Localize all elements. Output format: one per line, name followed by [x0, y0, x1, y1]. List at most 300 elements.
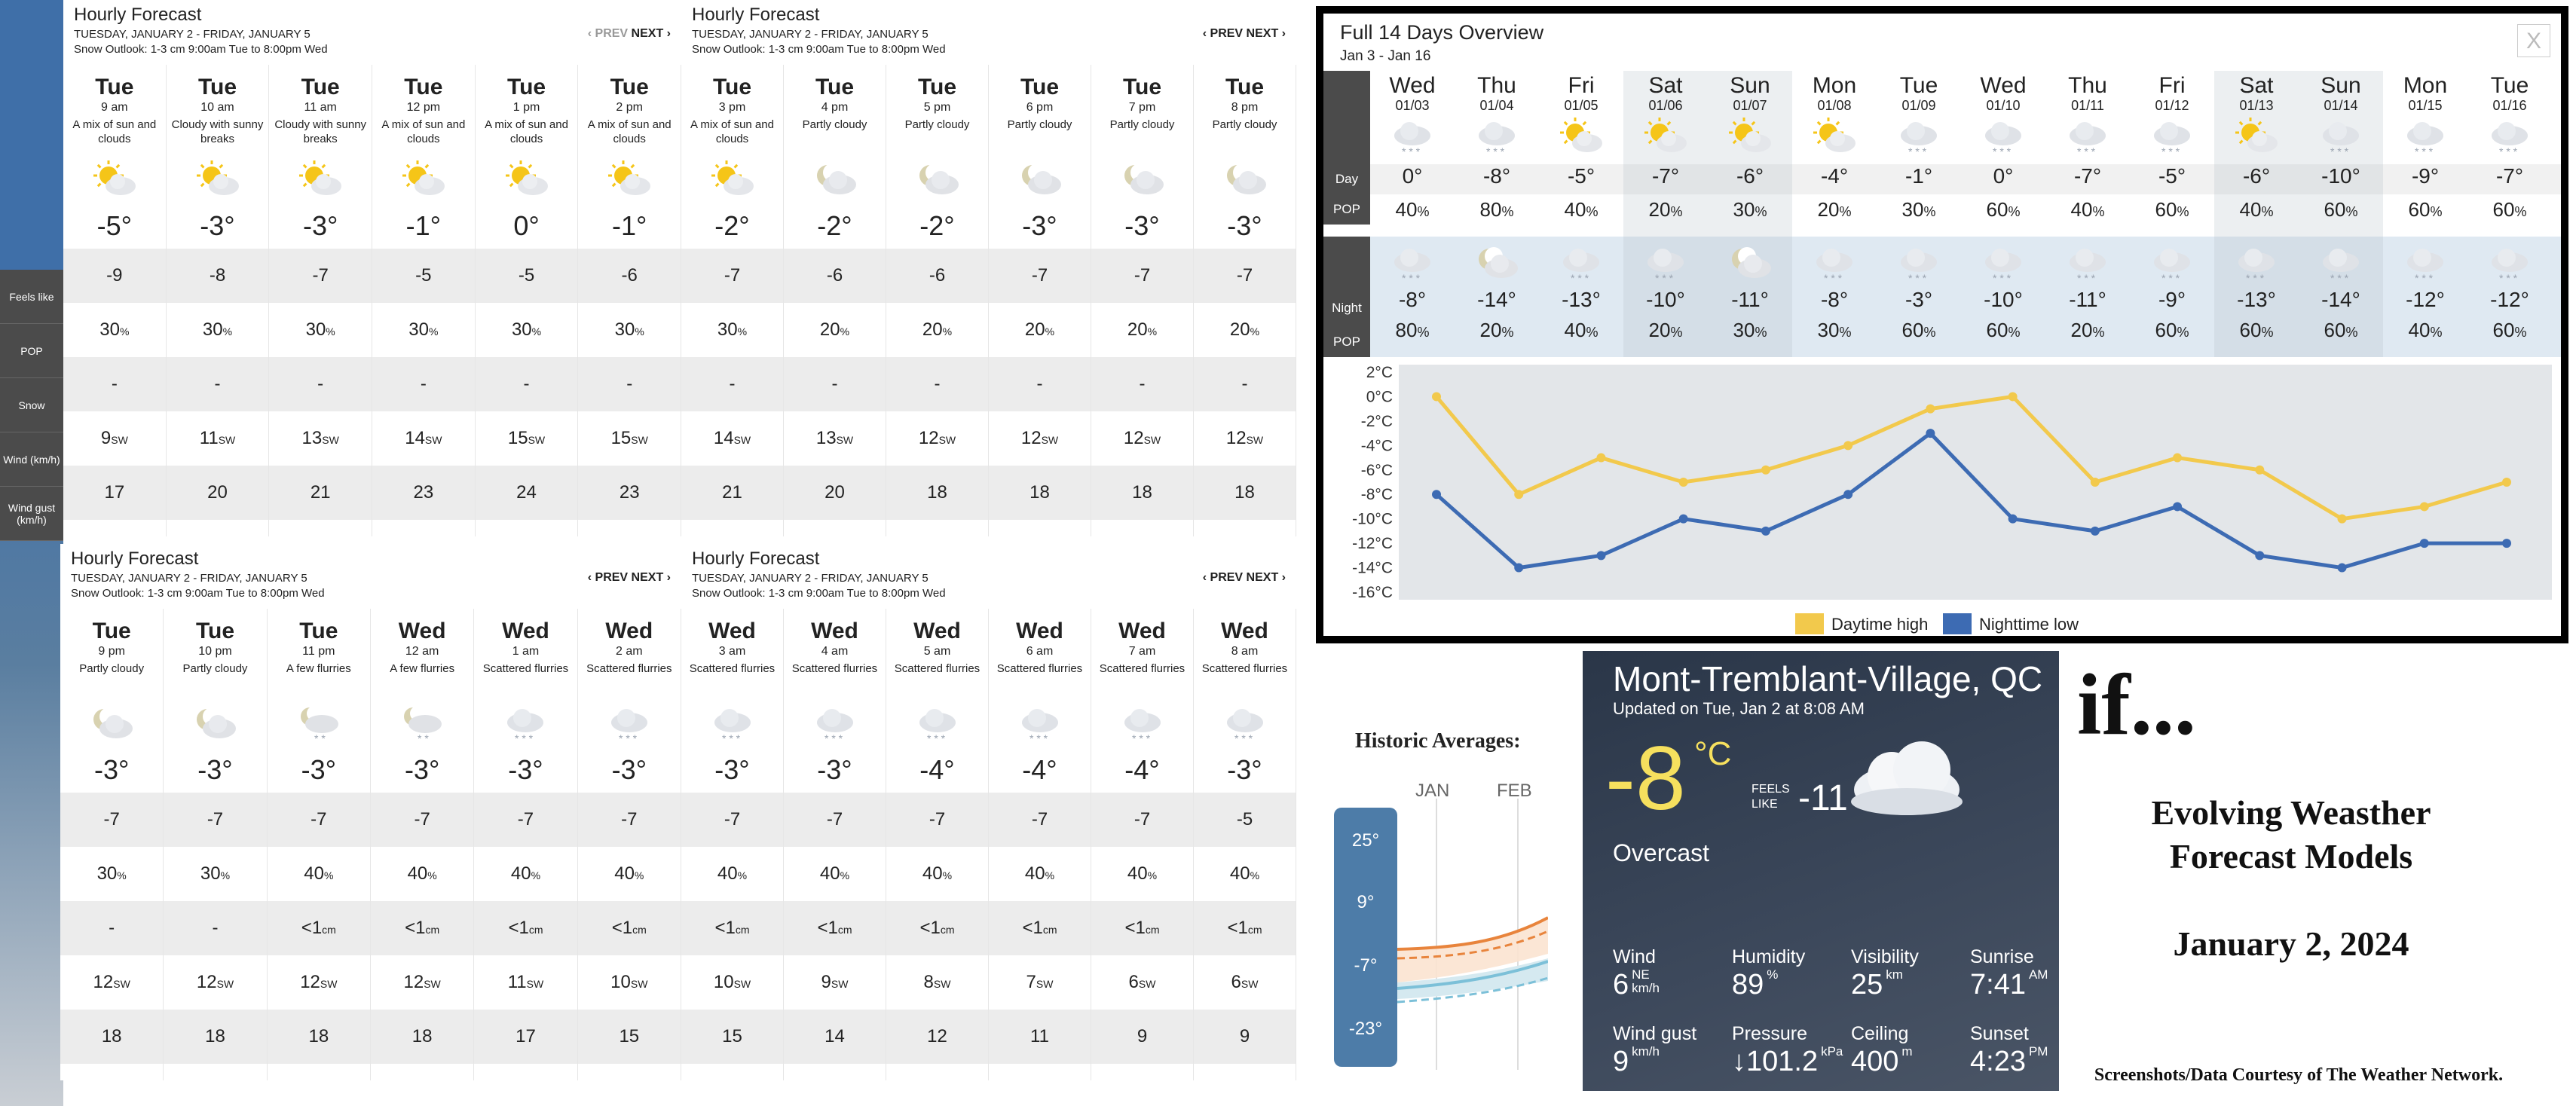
- hour-column: [63, 65, 167, 536]
- flurries-icon: [1961, 116, 2045, 158]
- pop-unit: %: [1586, 204, 1599, 219]
- feels-like-value: -7: [164, 793, 266, 847]
- pop-number: 40: [1564, 319, 1586, 341]
- wind-direction: SW: [322, 434, 339, 446]
- feels-like-value: -7: [60, 793, 163, 847]
- sun-cloud-icon: [1370, 116, 1455, 158]
- pop-value: [886, 847, 988, 901]
- pop-number: 30: [1901, 198, 1924, 221]
- wind-direction: SW: [631, 434, 648, 446]
- svg-text:* * *: * * *: [2330, 145, 2349, 157]
- pop-unit: %: [2514, 204, 2527, 219]
- pop-unit: %: [737, 325, 748, 338]
- data-point[interactable]: [1596, 551, 1605, 560]
- hour-condition: Scattered flurries: [894, 662, 981, 675]
- day-pop: [1370, 194, 1455, 225]
- snow-value: [784, 901, 886, 955]
- day-date: 01/05: [1564, 98, 1599, 113]
- hour-day: Tue: [195, 619, 235, 643]
- stat-unit: [2029, 968, 2048, 982]
- overview-day-column[interactable]: [1623, 71, 1708, 357]
- pop-number: 20: [1648, 198, 1671, 221]
- hour-column: [60, 609, 164, 1080]
- hour-time: 10 am: [200, 101, 234, 114]
- overview-day-column[interactable]: [1539, 71, 1623, 357]
- sun-cloud-icon: [1539, 116, 1623, 158]
- feels-like-value: -6: [578, 249, 681, 303]
- wind-gust-value: 18: [164, 1010, 266, 1064]
- date-range: TUESDAY, JANUARY 2 - FRIDAY, JANUARY 5: [71, 572, 307, 585]
- wind-number: 11: [199, 428, 219, 448]
- hour-day: Wed: [1016, 619, 1063, 643]
- panel-nav: [588, 27, 671, 41]
- current-temp: -8: [1605, 728, 1686, 829]
- day-name: Wed: [1389, 73, 1436, 98]
- hour-day: Tue: [197, 75, 237, 99]
- pop-number: 20: [2070, 319, 2093, 341]
- day-temp: 0°: [1993, 164, 2014, 188]
- data-point[interactable]: [1843, 441, 1852, 450]
- wind-number: 11: [507, 972, 527, 992]
- next-button[interactable]: NEXT ›: [631, 27, 671, 40]
- stat-sup: kPa: [1821, 1044, 1843, 1059]
- svg-text:* * *: * * *: [2246, 272, 2265, 284]
- pop-value: [681, 303, 783, 357]
- day-pop: [2045, 194, 2130, 225]
- pop-number: 60: [2492, 319, 2515, 341]
- hour-day: Tue: [92, 619, 131, 643]
- data-point[interactable]: [2008, 392, 2018, 401]
- hour-column: [164, 609, 267, 1080]
- data-point[interactable]: [2255, 466, 2264, 475]
- pop-number: 30: [511, 319, 532, 340]
- wind-gust-value: 18: [1194, 466, 1296, 520]
- stat-sup: %: [1767, 967, 1779, 982]
- day-pop: [1455, 194, 1539, 225]
- svg-text:* * *: * * *: [2499, 145, 2518, 157]
- hour-time: 12 am: [405, 645, 439, 658]
- y-tick-label: -12°C: [1352, 535, 1393, 553]
- hour-condition: A mix of sun and clouds: [690, 118, 774, 145]
- data-point[interactable]: [2091, 527, 2100, 536]
- overview-day-column[interactable]: [1877, 71, 1961, 357]
- left-background-strip: [0, 0, 63, 1106]
- stat-value: [1732, 1045, 1849, 1078]
- wind-gust-value: 18: [989, 466, 1091, 520]
- hour-temp: -1°: [405, 210, 442, 241]
- data-point[interactable]: [1761, 466, 1770, 475]
- hour-rows: [1194, 793, 1296, 1064]
- hour-condition: Scattered flurries: [586, 662, 672, 675]
- pop-number: 60: [1901, 319, 1924, 341]
- data-point[interactable]: [2173, 502, 2182, 511]
- feels-like-label: FEELS LIKE: [1751, 783, 1790, 811]
- night-flurries-icon: [1623, 237, 1708, 285]
- wind-direction: SW: [424, 434, 442, 446]
- snow-value: [578, 901, 681, 955]
- night-pop: [1539, 315, 1623, 345]
- hour-day: Wed: [605, 619, 653, 643]
- feels-like-value: -6: [784, 249, 886, 303]
- overview-modal: [1316, 6, 2568, 643]
- data-point[interactable]: [2338, 564, 2347, 573]
- day-name: Sun: [2321, 73, 2361, 98]
- pop-number: 40: [510, 863, 531, 884]
- wind-number: 15: [507, 428, 528, 448]
- pop-number: 20: [1648, 319, 1671, 341]
- pop-number: 80: [1479, 198, 1502, 221]
- night-pop: [1961, 315, 2045, 345]
- data-point[interactable]: [1843, 490, 1852, 499]
- pop-value: [886, 303, 988, 357]
- night-flurries-icon: [2383, 237, 2467, 285]
- overview-day-column[interactable]: [2299, 71, 2383, 357]
- day-name: Tue: [1899, 73, 1938, 98]
- hour-time: 5 am: [923, 645, 951, 658]
- pop-number: 20: [1817, 198, 1840, 221]
- hour-temp: -3°: [508, 754, 543, 785]
- data-point[interactable]: [2338, 515, 2347, 524]
- pop-number: 60: [1986, 319, 2008, 341]
- day-name: Thu: [2068, 73, 2107, 98]
- night-pop: [2383, 315, 2467, 345]
- svg-text:* *: * *: [418, 732, 429, 744]
- data-point[interactable]: [2008, 515, 2018, 524]
- pop-number: 20: [819, 319, 840, 340]
- pop-unit: %: [840, 325, 850, 338]
- wind-value: [476, 411, 578, 466]
- night-pop: [2299, 315, 2383, 345]
- night-pop: [1370, 315, 1455, 345]
- pop-number: 80: [1395, 319, 1418, 341]
- wind-direction: SW: [733, 434, 751, 446]
- hour-day: Tue: [815, 75, 855, 99]
- flurries-icon: [474, 701, 577, 747]
- hour-time: 6 pm: [1026, 101, 1054, 114]
- pop-number: 20: [1229, 319, 1250, 340]
- hour-temp: -4°: [919, 754, 955, 785]
- stat-unit: [1767, 968, 1778, 982]
- wind-number: 7: [1026, 972, 1036, 992]
- pop-number: 40: [407, 863, 428, 884]
- pop-unit: %: [2177, 204, 2189, 219]
- stat-number: 25: [1851, 969, 1883, 1001]
- day-temp: -7°: [2073, 164, 2102, 188]
- hour-condition: A mix of sun and clouds: [485, 118, 568, 145]
- month-jan: JAN: [1415, 781, 1450, 801]
- hour-rows: [63, 249, 166, 520]
- pop-value: [167, 303, 269, 357]
- day-temp: -1°: [1904, 164, 1933, 188]
- pop-number: 40: [2408, 319, 2431, 341]
- pop-unit: %: [1417, 204, 1430, 219]
- pop-unit: %: [1839, 325, 1852, 340]
- snow-value: [63, 357, 166, 411]
- prev-button[interactable]: ‹ PREV: [1202, 571, 1244, 584]
- snow-unit: cm: [322, 924, 336, 936]
- flurries-icon: [1091, 701, 1193, 747]
- hour-column: [372, 65, 476, 536]
- hour-day: Tue: [299, 619, 338, 643]
- hour-time: 3 pm: [718, 101, 746, 114]
- data-point[interactable]: [2173, 454, 2182, 463]
- stat-value: [1613, 968, 1730, 1001]
- pop-number: 60: [2155, 198, 2177, 221]
- pop-number: 60: [2155, 319, 2177, 341]
- historic-averages: [1326, 723, 1553, 1070]
- data-point[interactable]: [2502, 539, 2511, 548]
- svg-text:* * *: * * *: [1402, 145, 1421, 157]
- night-pop: [1623, 315, 1708, 345]
- overview-day-column[interactable]: [2383, 71, 2467, 357]
- pop-number: 30: [305, 319, 326, 340]
- stat-sup: AM: [2028, 967, 2048, 982]
- hour-condition: Partly cloudy: [1212, 118, 1277, 131]
- wind-value: [60, 955, 163, 1010]
- close-icon[interactable]: X: [2517, 24, 2550, 57]
- moon-cloud-icon: [60, 701, 163, 747]
- overview-day-column[interactable]: [2130, 71, 2214, 357]
- data-point[interactable]: [1761, 527, 1770, 536]
- wind-direction: SW: [836, 434, 854, 446]
- hour-column: [578, 609, 681, 1080]
- data-point[interactable]: [2091, 478, 2100, 487]
- pop-number: 20: [922, 319, 943, 340]
- data-point[interactable]: [1679, 478, 1688, 487]
- snow-value: [60, 901, 163, 955]
- stat-number: 4:23: [1970, 1046, 2026, 1077]
- feels-like-value: -7: [989, 793, 1091, 847]
- pop-unit: %: [1670, 325, 1683, 340]
- wind-direction: SW: [630, 978, 648, 990]
- hour-condition: Scattered flurries: [791, 662, 878, 675]
- panel-nav: [588, 571, 671, 585]
- hour-column: [784, 609, 886, 1080]
- data-point[interactable]: [1432, 490, 1441, 499]
- pop-value: [269, 303, 372, 357]
- pop-unit: %: [1417, 325, 1430, 340]
- overview-day-column[interactable]: [2467, 71, 2552, 357]
- wind-value: [989, 411, 1091, 466]
- stat-number: ↓101.2: [1732, 1046, 1819, 1077]
- prev-button[interactable]: ‹ PREV: [587, 27, 629, 40]
- hour-column: [681, 609, 784, 1080]
- stat-sunrise: [1970, 946, 2088, 1001]
- hour-time: 7 pm: [1128, 101, 1156, 114]
- hour-rows: [989, 249, 1091, 520]
- pop-value: [1194, 303, 1296, 357]
- data-point[interactable]: [2420, 539, 2429, 548]
- flurries-icon: [2130, 116, 2214, 158]
- night-pop: [1877, 315, 1961, 345]
- day-pop: [2130, 194, 2214, 225]
- sun-cloud-icon: [63, 157, 166, 203]
- wind-value: [269, 411, 372, 466]
- hour-rows: [474, 793, 577, 1064]
- pop-unit: %: [2345, 325, 2358, 340]
- wind-value: [681, 411, 783, 466]
- hour-condition: Partly cloudy: [1109, 118, 1175, 131]
- next-button[interactable]: NEXT ›: [631, 571, 671, 584]
- hour-column: [989, 65, 1091, 536]
- hourly-panel-1: [63, 0, 681, 536]
- overview-day-column[interactable]: [1455, 71, 1539, 357]
- hour-rows: [784, 249, 886, 520]
- hour-temp: -2°: [817, 210, 852, 241]
- svg-text:* * *: * * *: [2161, 145, 2180, 157]
- next-button[interactable]: NEXT ›: [1246, 571, 1286, 584]
- pop-number: 40: [1127, 863, 1148, 884]
- caption-if: if...: [2077, 657, 2196, 753]
- day-temp: -8°: [1482, 164, 1511, 188]
- day-pop: [2383, 194, 2467, 225]
- data-point[interactable]: [1432, 392, 1441, 401]
- flurries-icon: [2383, 116, 2467, 158]
- next-button[interactable]: NEXT ›: [1246, 27, 1286, 40]
- overview-day-column[interactable]: [1792, 71, 1877, 357]
- hour-temp: -3°: [404, 754, 440, 785]
- wind-value: [578, 955, 681, 1010]
- prev-button[interactable]: ‹ PREV: [1202, 27, 1244, 40]
- hour-rows: [886, 793, 988, 1064]
- stat-humidity: [1732, 946, 1849, 1001]
- overview-day-column[interactable]: [1370, 71, 1455, 357]
- pop-unit: %: [1755, 325, 1767, 340]
- data-point[interactable]: [2255, 551, 2264, 560]
- snow-value: [1194, 357, 1296, 411]
- hour-condition: A mix of sun and clouds: [587, 118, 672, 145]
- day-pop: [1623, 194, 1708, 225]
- wind-value: [371, 955, 473, 1010]
- wind-number: 10: [713, 972, 734, 992]
- data-point[interactable]: [1926, 405, 1935, 414]
- pop-number: 30: [408, 319, 429, 340]
- data-point[interactable]: [2502, 478, 2511, 487]
- hour-column: [1091, 65, 1194, 536]
- pop-unit: %: [840, 869, 850, 881]
- hour-temp: -3°: [714, 754, 750, 785]
- hour-time: 11 am: [304, 101, 337, 114]
- legend-label: Nighttime low: [1979, 615, 2079, 634]
- data-point[interactable]: [1514, 564, 1523, 573]
- data-point[interactable]: [1514, 490, 1523, 499]
- panel-nav: [1203, 27, 1286, 41]
- snow-unit: cm: [528, 924, 543, 936]
- pop-value: [681, 847, 783, 901]
- pop-number: 40: [922, 863, 943, 884]
- pop-value: [578, 847, 681, 901]
- hour-column: [474, 609, 577, 1080]
- y-tick-label: -10°C: [1352, 510, 1393, 528]
- panel-subtitle: [692, 571, 946, 601]
- feels-like-value: -7: [268, 793, 370, 847]
- data-point[interactable]: [1679, 515, 1688, 524]
- day-temp: -10°: [2321, 164, 2360, 188]
- wind-direction: SW: [938, 434, 956, 446]
- hour-time: 9 am: [101, 101, 128, 114]
- data-point[interactable]: [1596, 454, 1605, 463]
- snow-number: <1: [1124, 918, 1146, 938]
- pop-unit: %: [635, 325, 644, 338]
- night-temp: -13°: [2237, 288, 2276, 311]
- stat-wind: [1613, 946, 1730, 1001]
- flurries-icon: [1455, 116, 1539, 158]
- snow-number: -: [1139, 374, 1146, 394]
- feels-like-value: -5: [372, 249, 475, 303]
- wind-direction: SW: [216, 978, 234, 990]
- day-name: Sun: [1730, 73, 1770, 98]
- hour-day: Wed: [708, 619, 756, 643]
- svg-text:* * *: * * *: [2330, 272, 2349, 284]
- day-temp: -5°: [1567, 164, 1595, 188]
- svg-text:* * *: * * *: [1655, 272, 1674, 284]
- wind-gust-value: 20: [784, 466, 886, 520]
- svg-text:* *: * *: [314, 732, 326, 744]
- svg-text:* * *: * * *: [1824, 272, 1843, 284]
- wind-direction: SW: [1241, 978, 1259, 990]
- moon-cloud-icon: [164, 701, 266, 747]
- hour-temp: -3°: [302, 210, 338, 241]
- snow-value: [989, 357, 1091, 411]
- day-date: 01/03: [1395, 98, 1430, 113]
- overview-day-column[interactable]: [2045, 71, 2130, 357]
- snow-unit: cm: [1042, 924, 1057, 936]
- svg-text:* * *: * * *: [1402, 272, 1421, 284]
- day-pop: [2214, 194, 2299, 225]
- day-name: Sat: [2239, 73, 2274, 98]
- overview-day-column[interactable]: [1961, 71, 2045, 357]
- svg-text:* * *: * * *: [1029, 732, 1048, 744]
- day-temp: -5°: [2158, 164, 2186, 188]
- pop-unit: %: [942, 869, 953, 881]
- wind-direction: SW: [1143, 434, 1161, 446]
- wind-number: 14: [405, 428, 425, 448]
- hour-temp: -3°: [93, 754, 130, 785]
- wind-number: 12: [93, 972, 114, 992]
- y-tick-label: -14°C: [1352, 559, 1393, 577]
- moon-cloud-icon: [989, 157, 1091, 203]
- historic-title: Historic Averages:: [1355, 729, 1521, 753]
- hour-condition: A few flurries: [286, 662, 351, 675]
- pop-value: [1091, 303, 1193, 357]
- day-date: 01/16: [2492, 98, 2527, 113]
- hour-day: Tue: [1225, 75, 1265, 99]
- wind-gust-value: 21: [681, 466, 783, 520]
- feels-like-value: -8: [167, 249, 269, 303]
- hour-column: [886, 609, 989, 1080]
- flurries-icon: [784, 701, 886, 747]
- wind-gust-value: 15: [681, 1010, 783, 1064]
- svg-text:* * *: * * *: [2077, 145, 2096, 157]
- hour-condition: Partly cloudy: [182, 662, 248, 675]
- stat-sup: km: [1886, 967, 1903, 982]
- snow-number: <1: [1227, 918, 1248, 938]
- hour-condition: Partly cloudy: [904, 118, 970, 131]
- feels-like-value: -7: [1194, 249, 1296, 303]
- feels-like-value: -5: [476, 249, 578, 303]
- overview-day-column[interactable]: [1708, 71, 1792, 357]
- moon-flurries-icon: [371, 701, 473, 747]
- hour-temp: -3°: [817, 754, 852, 785]
- snow-number: <1: [817, 918, 838, 938]
- data-point[interactable]: [2420, 502, 2429, 511]
- overview-day-column[interactable]: [2214, 71, 2299, 357]
- prev-button[interactable]: ‹ PREV: [587, 571, 629, 584]
- night-flurries-icon: [2299, 237, 2383, 285]
- data-point[interactable]: [1926, 429, 1935, 438]
- hour-rows: [164, 793, 266, 1064]
- pop-number: 60: [1986, 198, 2008, 221]
